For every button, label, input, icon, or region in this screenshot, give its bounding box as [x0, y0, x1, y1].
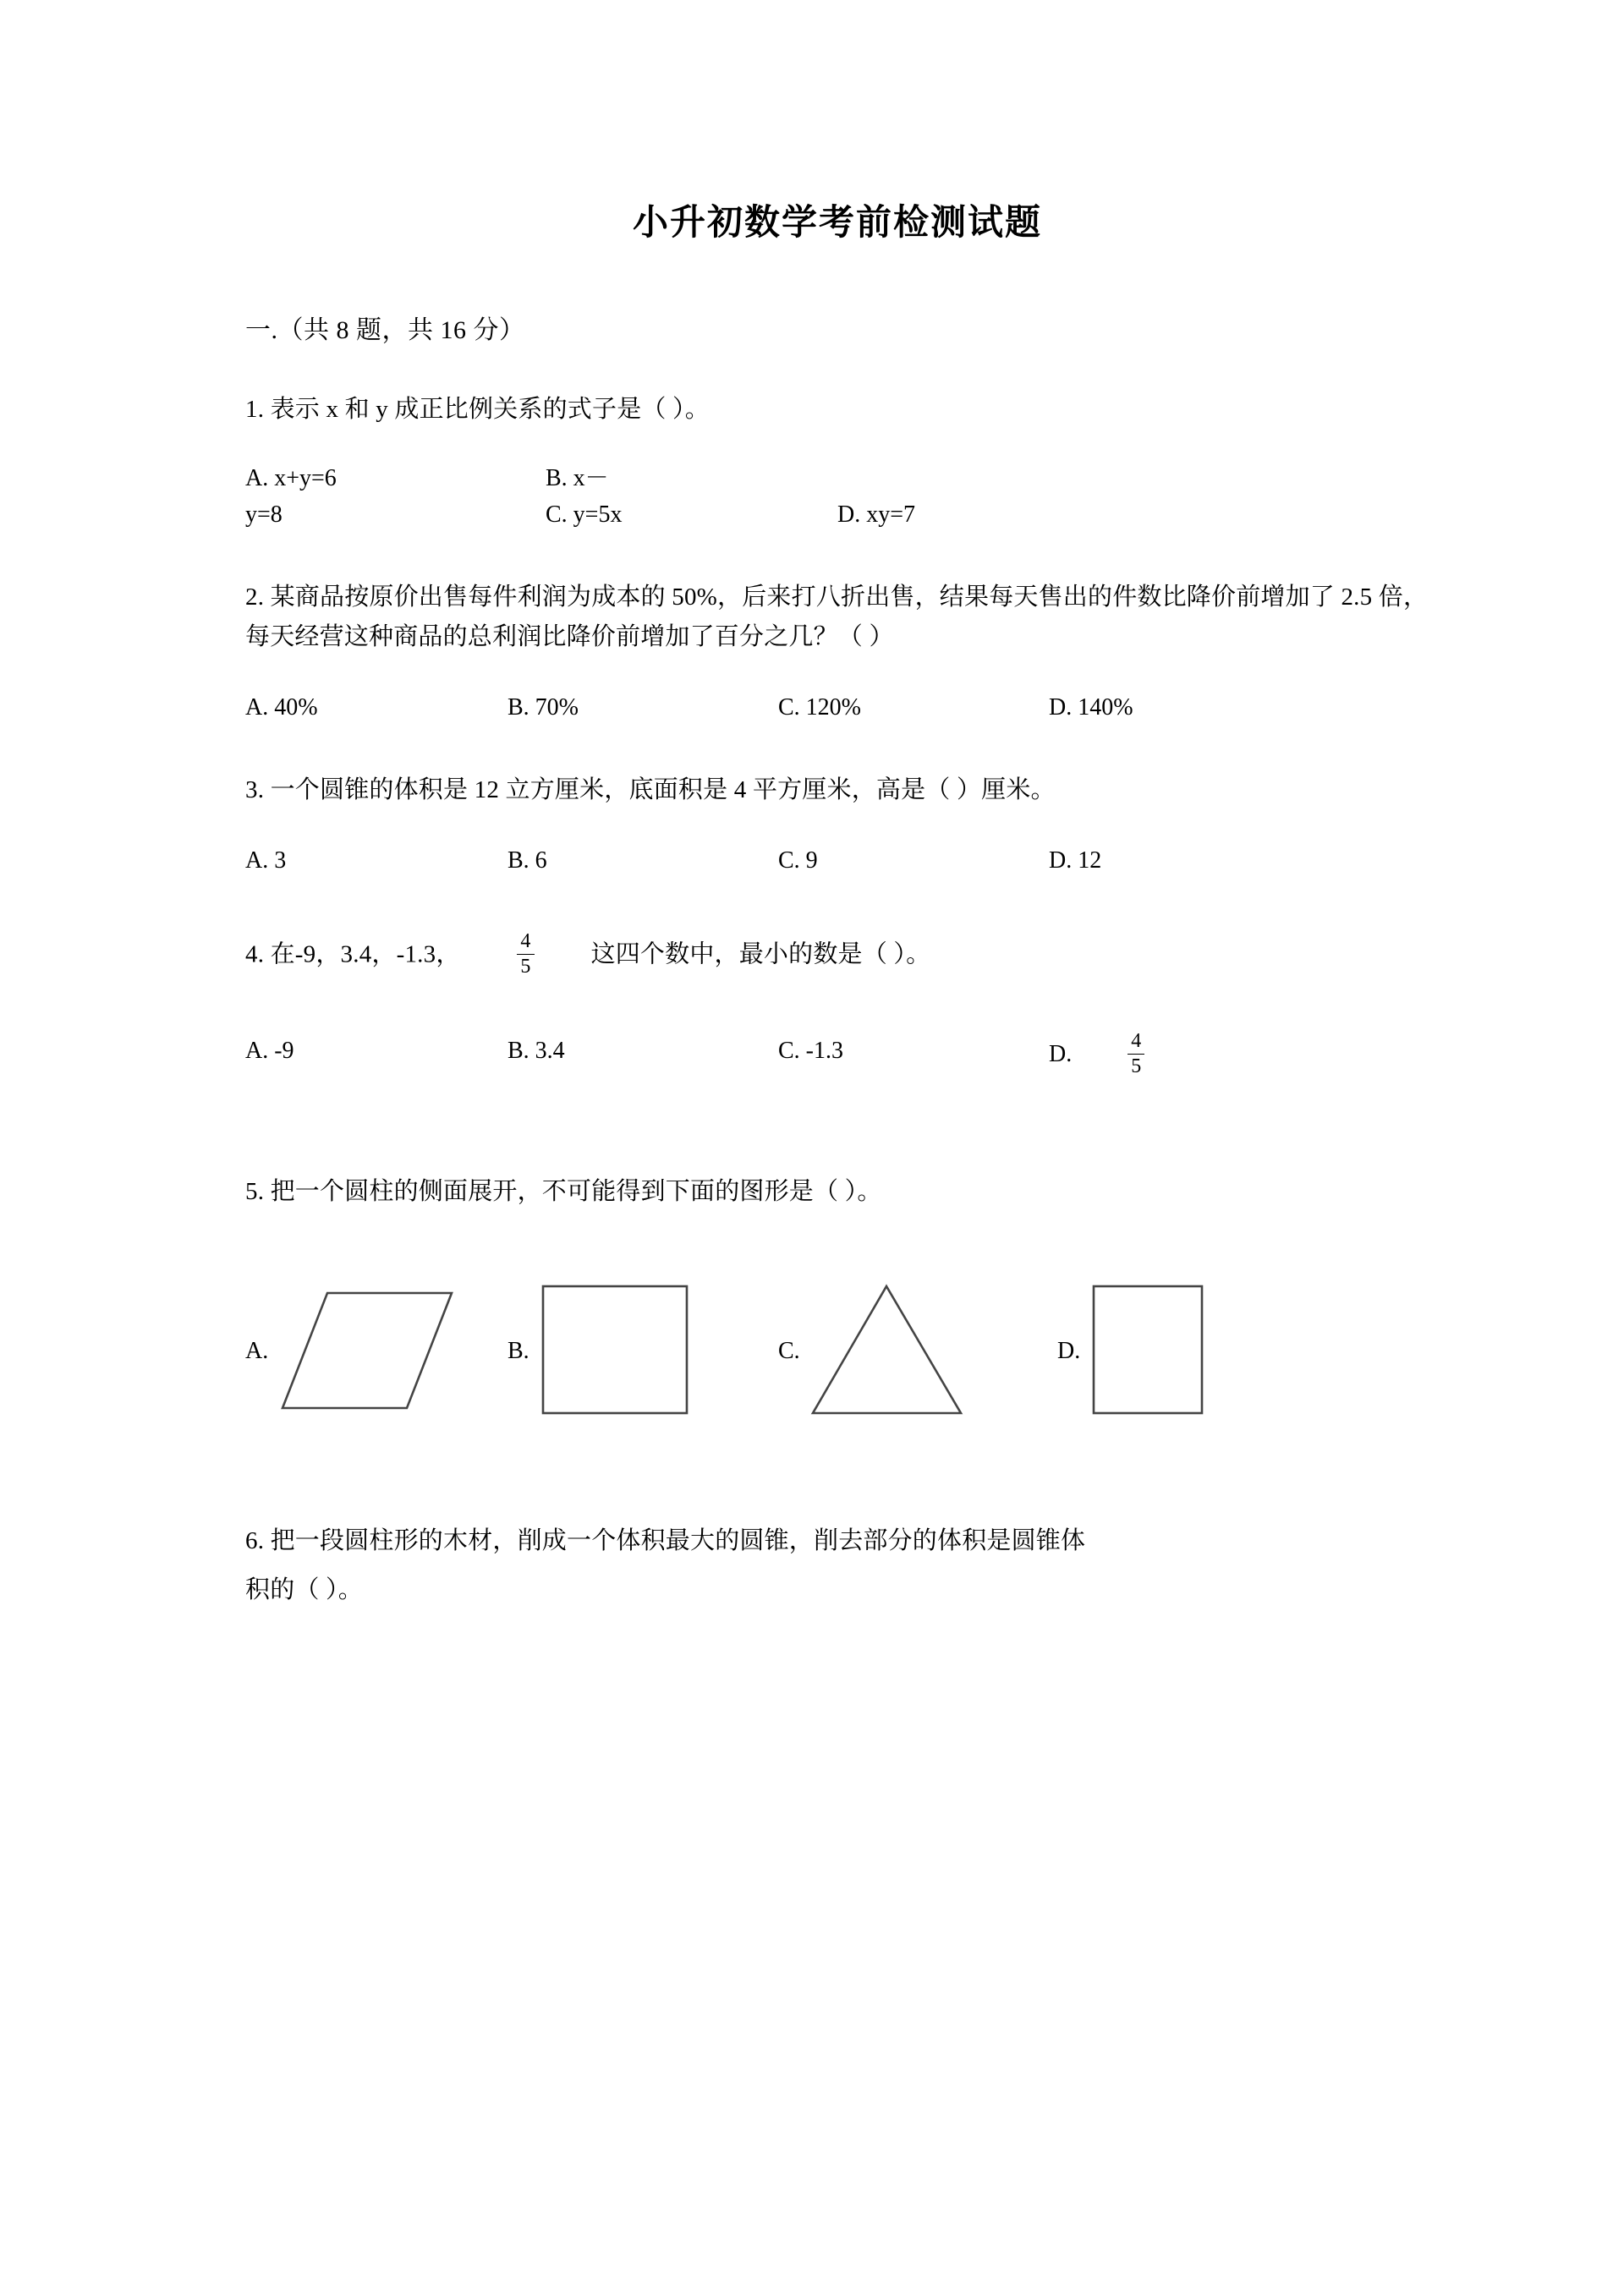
question-4-option-d[interactable]: [1049, 1029, 1149, 1079]
fraction-numerator: 4: [1131, 1029, 1142, 1052]
question-3-option-b[interactable]: B. 6: [508, 847, 547, 874]
rectangle-icon: [1090, 1280, 1217, 1423]
question-1-options: [245, 460, 1429, 534]
question-1: [245, 390, 1429, 430]
fraction-denominator: 5: [520, 956, 531, 978]
question-2-option-d[interactable]: D. 140%: [1049, 693, 1133, 721]
question-2-option-b[interactable]: B. 70%: [508, 693, 579, 721]
question-3-option-a[interactable]: A. 3: [245, 847, 287, 874]
question-4-option-d-label: D.: [1049, 1040, 1073, 1067]
question-5-option-c[interactable]: [778, 1280, 1057, 1423]
question-5-option-a-label: A.: [245, 1337, 269, 1364]
page-content: [245, 0, 1429, 1614]
question-3-text: 3. 一个圆锥的体积是 12 立方厘米，底面积是 4 平方厘米，高是（ ）厘米。: [245, 776, 1056, 804]
question-4-option-c[interactable]: C. -1.3: [778, 1037, 843, 1064]
question-4-options: [245, 1029, 1429, 1079]
question-4-text-after: 这四个数中，最小的数是（ ）。: [590, 940, 931, 968]
question-3-option-d[interactable]: D. 12: [1049, 847, 1102, 874]
question-4-text-before: 4. 在-9，3.4，-1.3，: [245, 940, 461, 968]
question-4-option-d-fraction: [1127, 1031, 1144, 1077]
question-4-option-a[interactable]: A. -9: [245, 1037, 294, 1064]
question-6: [245, 1516, 1429, 1614]
parallelogram-icon: [278, 1280, 456, 1423]
question-5: [245, 1172, 1429, 1212]
question-4: [245, 930, 1429, 979]
question-1-option-b-part1[interactable]: B. x－: [546, 464, 609, 491]
question-3-option-c[interactable]: C. 9: [778, 847, 818, 874]
question-2-option-c[interactable]: C. 120%: [778, 693, 861, 721]
question-5-option-b-label: B.: [508, 1337, 529, 1364]
fraction-bar: [517, 954, 534, 955]
question-2-text: 2. 某商品按原价出售每件利润为成本的 50%，后来打八折出售，结果每天售出的件数比降价前增加了 2.5 倍，每天经营这种商品的总利润比降价前增加了百分之几？（ ）: [245, 583, 1429, 650]
question-5-option-a[interactable]: [245, 1280, 508, 1423]
question-1-option-a[interactable]: A. x+y=6: [245, 464, 337, 491]
question-5-text: 5. 把一个圆柱的侧面展开，不可能得到下面的图形是（ ）。: [245, 1178, 882, 1205]
question-5-option-b[interactable]: [508, 1280, 778, 1423]
question-3: [245, 770, 1429, 810]
fraction-bar: [1127, 1054, 1144, 1055]
question-1-option-c[interactable]: C. y=5x: [546, 501, 623, 529]
square-icon: [540, 1280, 700, 1423]
question-6-line-1: 6. 把一段圆柱形的木材，削成一个体积最大的圆锥，削去部分的体积是圆锥体: [245, 1526, 1086, 1554]
question-2-option-a[interactable]: A. 40%: [245, 693, 318, 721]
section-heading: 一.（共 8 题，共 16 分）: [245, 316, 525, 344]
question-2: [245, 578, 1429, 657]
question-5-option-d-label: D.: [1057, 1337, 1081, 1364]
question-4-fraction: [517, 931, 534, 978]
question-6-line-2: 积的（ ）。: [245, 1575, 363, 1603]
question-1-text: 1. 表示 x 和 y 成正比例关系的式子是（ ）。: [245, 396, 710, 423]
question-3-options: [245, 842, 1429, 880]
triangle-icon: [810, 1280, 971, 1423]
question-5-shape-options: [245, 1263, 1429, 1440]
question-1-option-d[interactable]: D. xy=7: [837, 501, 916, 529]
question-4-option-b[interactable]: B. 3.4: [508, 1037, 565, 1064]
question-2-options: [245, 689, 1429, 727]
fraction-numerator: 4: [520, 930, 531, 953]
page-title: 小升初数学考前检测试题: [632, 201, 1042, 243]
question-1-option-b-part2[interactable]: y=8: [245, 501, 283, 529]
question-5-option-c-label: C.: [778, 1337, 800, 1364]
question-5-option-d[interactable]: [1057, 1280, 1217, 1423]
fraction-denominator: 5: [1131, 1055, 1142, 1077]
